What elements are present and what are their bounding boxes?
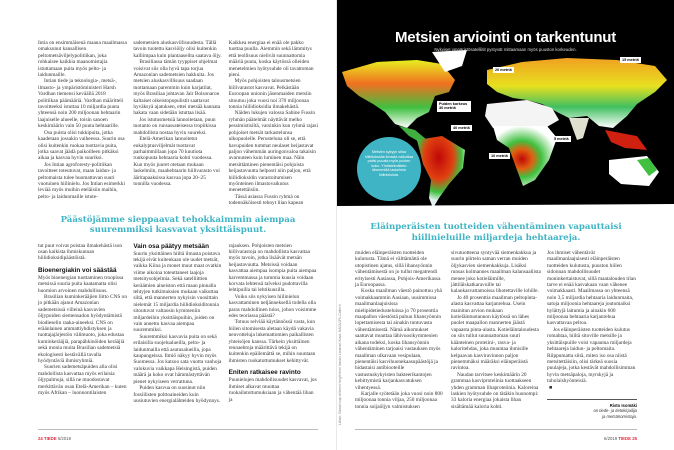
map-info-circle: Metsien kykyyn sitoa hiilidioksidia ilmasta vaikuttaa paitsi puuala myös puiden koko. Yhdistelmätieto täsmentää laskelmia hiilinieluista. xyxy=(357,137,421,201)
north-america-shape xyxy=(342,60,455,128)
paragraph: Suurin yksittäinen hiiltä ilmasta poistava tekijä eivät kuitenkaan ole uudet metsät, vaikka Kiina ja monet muut maat ovatkin viime aikoina toteuttaneet laajoja metsitysohjelmia. Sekä satelliittien keräämien aineiston että maan pinnalla tehtyjen tutkimuksien mukaan vaikuttaa siltä, että mannerten nykyisin vuosittain nielemät 15 miljardia hiilidioksiditonnia sitoutuvat valtaosin kymmeniin miljardeihin yksittäispuihin, joiden on vain annettu kasvaa aiempaa suuremmiksi. xyxy=(133,250,222,334)
subheading: Bioenergiakin voi säästää xyxy=(38,266,117,274)
paragraph: Jos istutusmetsiä lannoitetaan, puun tuotanto on runsassateisessa tropiikissa mahdollista nostaa hyvin suureksi. xyxy=(133,116,217,136)
paragraph: Suuremmiksi kasvavia puita on sekä erilaisilla suojelualueilla, pelto- ja laidunmailla että asutusalueilla, jopa kaupungeissa. Ilmiö näkyy hyvin myös Suomessa. Jos katsoo sata vuotta vanhoja valokuvia vaikkapa Helsingistä, puiden määrä ja koko ovat hämmästyttävän pienet nykyiseen verrattuna. xyxy=(133,333,222,385)
paragraph: sivutuotteena syntyvää siemenkakkua ja suurin piirtein saman verran muiden öljykasvien siemenkakkuja. Lisäksi runsas kolmannes maailman kalansaaliista menee joko kotieläimille, jättiläiskatkaravuille tai kalankasvattamoissa lihotettaville lohille. xyxy=(451,250,541,295)
paragraph: Totuus selviää käytännössä vasta, kun hiilen sitomisesta aletaan käydä vakavia neuvotteluja lukemattomien paikallisten yhteisöjen kanssa. Tärkein yksittäinen reunaehtoja määrittävä tekijä on kuitenkin epäilemättä se, mihin suuntaan ihmisten ruokatottumukset kehittyvät. xyxy=(228,319,316,364)
map-subtitle: Nykyiset ympäristösatelliitit pystyvät mittaamaan myös puuston korkeuden. xyxy=(434,47,577,52)
label-europe: 20 metriä xyxy=(495,68,512,72)
paragraph: muiden eläinperäisten tuotteiden kulutusta. Tämä ei välttämättä ole utopistinen ajatus, sillä lihansyönnin vähentämisestä on jo tullut megatrendi erityisesti Aasiassa, Pohjois-Amerikassa ja Euroopassa. xyxy=(355,250,441,289)
india-shape xyxy=(569,118,589,140)
paragraph: Jos Intian agroforesty-politiikan tavoitteet toteutuvat, maan laidun- ja peltomaista tulee huomattavan suuri vuotuinen hiilinielu. Jos Intian esimerkki leviää myös muihin eteläisiin maihin, pelto- ja laidunmaille istute- xyxy=(38,161,125,200)
paragraph: Naudan tarvitsee keskimäärin 20 grammaa kasviproteiinia tuottaakseen yhden gramman lihaproteiinia. Kaloreina laskien hyötysuhde on tätäkin huonompi: 33 kaloria energiaa jokaista lihan sisältämää kaloria kohti. xyxy=(451,371,539,410)
right-folio xyxy=(355,436,637,442)
paragraph: Puiden kasvua on suosinut niin fossiilisten polttoaineiden kuin uusiutuvien energialähteiden hyödynnys. xyxy=(133,385,221,404)
paragraph: Näiden lukujen valossa Sabine Fussin ryhmän päätelmät näyttävät melko pessimistisiltä, varsinkin kun ryhmä rajasi pohjoiset metsät tarkastelunsa ulkopuolelle. Perusteluna oli se, että havupuiden tummat neulaset heijastavat paljon vähemmän auringonvaloa takaisin avaruuteen kuin luminen maa. Näin metsittäminen pienentäisi pohjoista heijastavuutta helposti niin paljon, että hiilidioksidin varastoitumisen myönteinen ilmastovaikutus menetettäisiin. xyxy=(228,110,318,194)
left-top-column-2 xyxy=(133,40,222,187)
paragraph: Koska maailman väestö painottuu yhä voimakkaammin Aasiaan, uusimmissa maailmanlaajuisissa mielipidetiedusteluissa jo 70 prosenttia maapallon väestöstä puhuu lihansyönnin lopettamisesta tai ainakin tuntuvasta vähentämisestä. Nämä aikomukset saattavat muuttaa lähivuosikymmenien aikana todeksi, koska lihansyönnin vähentäminen tarjoaisi vastauksen myös maailman ulkavaan vesipulaan, pienentäisi kasvihuonekaasupäästöjä ja hidastaisi antibiooteille vastustuskykyisten bakteerikantojen kehittymistä karjankasvatuksen vihentyessä. xyxy=(355,288,442,391)
paragraph: tut puut voivat poistaa ilmakehästä ison osan kaikista ihmiskunnan hiilidioksidipäästöistä. xyxy=(38,242,123,262)
paragraph: Karjalle syötetään joka vuosi noin 800 miljoonaa tonnia viljaa, 250 miljoonaa tonnia soijaöljyn valmistuksen xyxy=(355,390,443,410)
author-bio-2: ja metsänomistaja. xyxy=(602,413,637,419)
issue-number: 6/2019 xyxy=(57,436,71,441)
left-bottom-column-2 xyxy=(133,243,222,405)
paragraph: sademetsien aluskasvillisuudesta. Tällä tavoin tuotettu kasviöljy olisi kuitenkin kalliimpaa kuin plantaaseilta saatava öljy. xyxy=(133,40,222,59)
left-bottom-column-1 xyxy=(38,243,127,397)
paragraph: Myös pohjoisten talousmetsien hiilivarastot kasvavat. Pelkästään Euroopan unionin jäsenmaiden metsiin sitoutuu joka vuosi noi 370 miljoonaa tonnia hiilidioksidia ilmakehästä. xyxy=(228,78,312,111)
right-column-3 xyxy=(547,250,637,391)
spacer xyxy=(38,404,318,429)
label-southern-africa: 10 metriä xyxy=(491,154,508,158)
left-footer-rule xyxy=(38,429,318,430)
magazine-name: TIEDE xyxy=(618,436,632,441)
photo-credit: Lähde: Global map of forest height from Nasa's Landsat. Kuva: NASA/JPL-Caltech xyxy=(338,304,342,425)
author-signature xyxy=(547,399,637,419)
right-pull-quote: Eläinperäisten tuotteiden vähentäminen vapauttaisi hiilinieluille miljardeja hehtaareja. xyxy=(370,222,622,243)
subheading: Eniten ratkaisee ravinto xyxy=(228,369,301,377)
right-column-2 xyxy=(451,250,541,410)
paragraph: Tässä asiassa Fussin ryhmä on todennäköisesti tehnyt liian kapean xyxy=(228,193,304,207)
subheading: Vain osa päätyy metsään xyxy=(133,242,209,250)
end-mark: ■ xyxy=(549,384,553,391)
right-columns xyxy=(355,250,637,419)
label-north-america: Puiden korkeus 30 metriä xyxy=(437,101,471,112)
forest-height-map xyxy=(337,0,674,213)
paragraph: rajauksen. Pohjoisten metsien hiilivarastoja on mahdollista kasvattaa myös tavoin, jotka lisäävät metsän heijastavuutta. Metsissä voidaan kasvattaa aiempaa isompia puita aiempaa harvemmassa ja tummia kuusia voidaan korvata lehtensä talveksi pudottavilla lehtipuilla tai lehtikuusilla. xyxy=(228,242,317,294)
left-page xyxy=(38,40,318,442)
right-column-1 xyxy=(355,250,445,410)
author-bio-1: on tiede- ja tietokirjailija xyxy=(593,408,637,414)
paragraph: Puunielujen mahdollisuudet kasvavat, jos ihmiset alkavat muuttaa ruokailutottumuksiaan ja vähentää lihan ja xyxy=(228,377,317,403)
left-folio xyxy=(38,436,318,442)
spacer xyxy=(355,419,637,429)
page-number: 25 xyxy=(632,436,637,441)
left-bottom-columns xyxy=(38,243,318,405)
paragraph: Osa puista olisi tukkipuita, jotka kaadetaan jossakin vaiheessa. Suurin osa olisi kuitenkin ruokaa tuottavia puita, jotka saavat jäädä paikoilleen pitkäksi aikaa ja kasvaa hyvin suuriksi. xyxy=(38,129,125,162)
paragraph: Jos ihmiset vähentävät maailmanlaajuisesti eläinperäisten tuotteiden kulutusta, puuston hiilen sidonnan mahdollisuudet moninkertaistuvat, sillä maatalouden tilan tarve ei enää kasvakaan vaan vähenee voimakkaasti. Maailmassa on yhteensä noin 3,5 miljardia hehtaaria laidunmaita, satoja miljoonia hehtaareja joutomaiksi hylättyjä laitumia ja ainakin 600 miljoonaa hehtaaria karjanrehua kasvattavaa peltoa. xyxy=(547,250,636,327)
page-number: 24 xyxy=(38,436,43,441)
label-east-africa: 5 metriä xyxy=(554,137,569,141)
southeast-asia-shape xyxy=(605,130,647,150)
paragraph: Kaikkea energiaa ei enää ole pakko tuottaa puulla. Aiemmin sekä lämmitys että teollisuus nielivät suunnattomia määriä puuta, koska käytössä olleiden menetelmien hyötysuhde oli tavattoman pieni. xyxy=(228,40,314,79)
left-top-column-1 xyxy=(38,40,127,200)
right-footer-rule xyxy=(355,429,637,430)
paragraph: Intian tiede ja teknologia-, metsä-, ilmasto- ja ympäristöministeri Harsh Vardhan tiemensi keväällä 2018 politiikan päämääriä. Vardhan määritteli tavoitteeksi istuttaa 10 miljardia puuta yhteensä noin 200 miljoonan hehtaarin laajuiselle alueelle, toisin sanoen keskimäärin vain 50 puuta hehtaarille. xyxy=(38,78,124,130)
map-title: Metsien arviointi on tarkentunut xyxy=(394,29,617,46)
label-amazon: 40 metriä xyxy=(453,126,470,130)
magazine-name: TIEDE xyxy=(43,436,57,441)
paragraph: Jo 40 prosenttia maailman peltopinta-alasta kasvattaa karjanrehua. Usein mainitun arvion mukaan kotieläintuotannon käytössä on lähes puolet maapallon mannerten jäästä vapaasta pinta-alasta. Kotieläintaloudesta on siis tullut suunnattoman suuri käänteinen proteiini-, rasva- ja kaloritehdas, joka muuntaa ihmisille kelpaavan kasviravinnon paljon pienemmäksi määräksi eläinperäistä ravintoa. xyxy=(451,294,539,372)
antarctica-shape xyxy=(337,204,674,213)
right-column-3-wrap xyxy=(547,250,637,419)
paragraph: Etelä-Amerikan lannoitetut eukalyptusviljelmät tuottavat parhaimmillaan jopa 70 kuutiota runkopuuta hehtaaria kohti vuodessa. Kun myös juuret otetaan mukaan laskelmiin, maahehtaarin hiilivarasto voi ääritapaaksissa kasvaa jopa 20–25 tonnilla vuodessa. xyxy=(133,136,220,187)
left-top-column-3 xyxy=(229,40,318,207)
paragraph: Jos eläinperäisten tuotteiden kulutus romahtaa, hiiltä sitoville metsille ja yksittäispuille voisi vapautua miljardeja hehtaareja laidun- ja peltomaita. Riippumatta siitä, miten iso osa niistä metsitettäisiin, olisi tärkeä suosia puulajeja, jotka kestävät mahdollisimman hyvin metsäpaloja, myrskyjä ja tuholaishyönteisiä. xyxy=(547,326,636,385)
paragraph: Brasilian kuminkerääjien liitto CNS on jo pitkään ajanut Amazonian sademetsissä villeinä kasvavien öljypuiden siemensadon hyödyntämistä biodieselin raaka-aineeksi. CNS on eräänlainen ammattiyhdistyksen ja tuottajajärjestön välimuoto, joka edustaa kuminkerääjiä, parapähkinöiden kerääjiä sekä monia muita Brasilian sademetsiä ekologisesti kestävällä tavalla hyödyntäviä ihmisryhmiä. xyxy=(38,294,127,365)
paragraph: Intia on ensimmäisenä maana maailmassa omaksunut kansallisen peltometsäviljelypolitiikan, joka rohkaisee kaikkia maanomistajia istuttamaan puita myös pelto- ja laidunmaille. xyxy=(38,40,127,79)
right-page xyxy=(355,214,637,442)
label-siberia: 15 metriä xyxy=(622,58,639,62)
south-america-shape xyxy=(417,136,465,208)
issue-number: 6/2019 xyxy=(604,436,618,441)
author-name: Risto Isomäki xyxy=(609,402,637,408)
left-top-columns xyxy=(38,40,318,207)
left-bottom-column-3 xyxy=(229,243,318,403)
paragraph: Brasiliassa tämän tyyppiset ohjelmat voisivat siis olla hyvä tapa torjua Amazonian sademetsien hakkuita. Jos metsien aluskasvillisuus saadaan tuottamaan paremmin kuin karjatilat, myös Brasiliaa johtavan Jair Bolsonaron kaltaiset oikeistopopulistit saattavat hyväksyä ajatuksen, ettei metsää kannata hakata vaan sidetään istuttaa lisää. xyxy=(133,59,221,117)
paragraph: Suurien sademetsäpuiden alla olisi mahdollista kasvattaa myös erilaisia öljypalmuja, sillä ne muodostavat merkittävän osan Etelä-Amerikan – kuten myös Afrikan – luonnontilaisten xyxy=(38,364,127,397)
left-pull-quote: Päästöjämme sieppaavat tehokkaimmin aiempaa suuremmiksi kasvavat yksittäispuut. xyxy=(60,214,296,236)
paragraph: Voiko siis nykyisen hiilinielun kasvattaminen neljänneksellä todella olla paras mahdollinen tulos, johon voisimme edes teoriassa päästä? xyxy=(228,293,317,320)
paragraph: Myös bioenergian tuottaminen troopissa metsissä suuria puita kaatamatta olisi huomion arvoinen mahdollisuus. xyxy=(38,274,124,294)
